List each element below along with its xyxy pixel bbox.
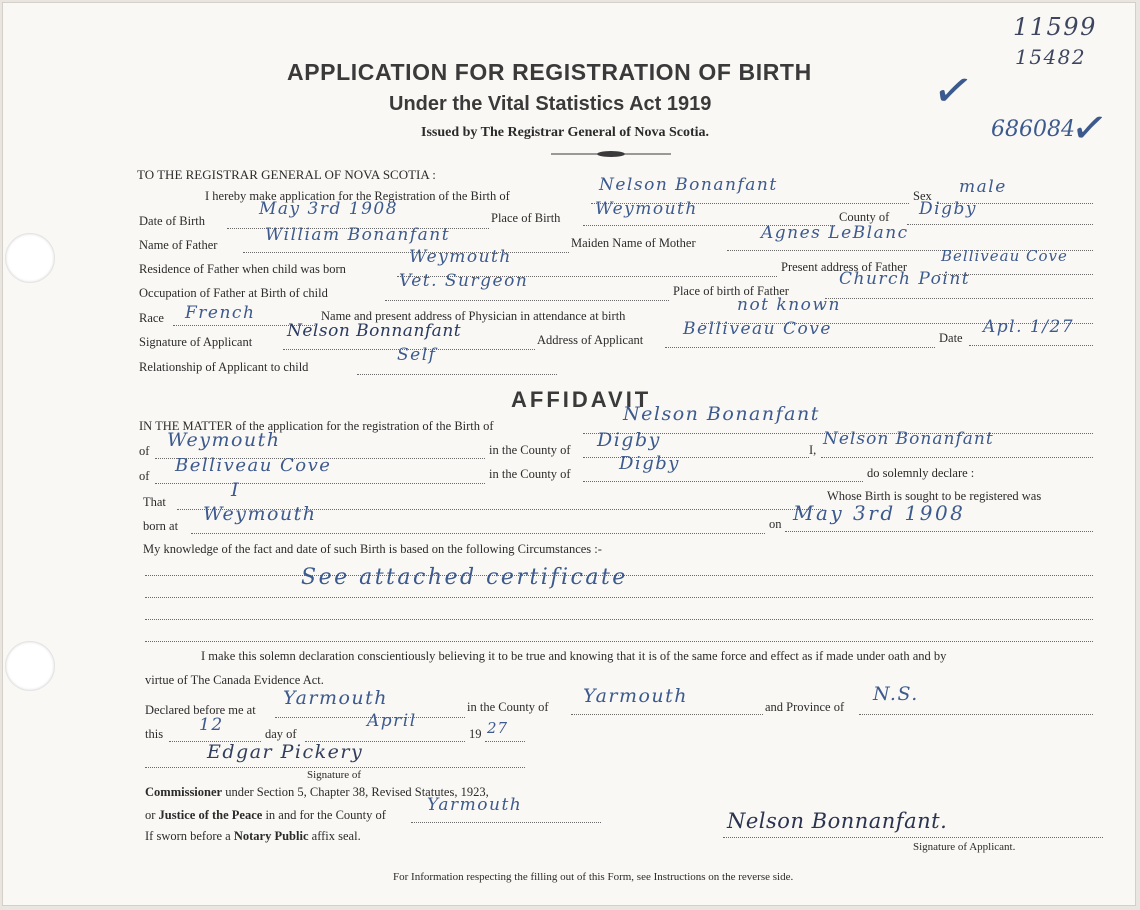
county1-label: in the County of — [489, 443, 571, 457]
applicant-address-label: Address of Applicant — [537, 333, 644, 347]
dotted-line — [243, 252, 569, 253]
sworn-suffix: affix seal. — [311, 829, 361, 843]
county-value: Digby — [919, 199, 977, 219]
county1-value: Digby — [597, 429, 661, 451]
signature-of-label: Signature of — [307, 769, 362, 781]
i-label: I, — [809, 443, 817, 457]
justice-line — [145, 808, 386, 823]
sex-label: Sex — [913, 189, 932, 203]
residence-label: Residence of Father when child was born — [139, 262, 346, 276]
of2-label: of — [139, 469, 150, 483]
present-address-value: Belliveau Cove — [941, 247, 1068, 265]
dotted-line — [145, 619, 1093, 620]
declared-value: Yarmouth — [283, 687, 389, 709]
place-of-birth-value: Weymouth — [595, 199, 698, 219]
dotted-line — [145, 767, 525, 768]
of1-value: Weymouth — [167, 429, 281, 451]
to-registrar-heading: TO THE REGISTRAR GENERAL OF NOVA SCOTIA : — [137, 167, 436, 182]
mother-label: Maiden Name of Mother — [571, 236, 696, 250]
dotted-line — [191, 533, 765, 534]
father-birthplace-label: Place of birth of Father — [673, 284, 789, 298]
whose-birth-label: Whose Birth is sought to be registered was — [827, 489, 1042, 503]
checkmark-icon: ✓ — [1067, 100, 1112, 157]
or-label: or — [145, 808, 156, 822]
applicant-signature-label: Signature of Applicant. — [913, 841, 1016, 853]
dotted-line — [969, 345, 1093, 346]
circumstances-value: See attached certificate — [301, 565, 628, 590]
sworn-prefix: If sworn before a — [145, 829, 231, 843]
reference-number: 686084 — [991, 117, 1075, 142]
dotted-line — [155, 483, 485, 484]
punch-hole-top — [5, 233, 55, 283]
dotted-line — [385, 300, 669, 301]
child-name-value: Nelson Bonanfant — [599, 175, 778, 195]
dotted-line — [723, 837, 1103, 838]
dotted-line — [825, 298, 1093, 299]
occupation-value: Vet. Surgeon — [399, 271, 529, 291]
form-subtitle: Under the Vital Statistics Act 1919 — [389, 93, 712, 115]
father-label: Name of Father — [139, 238, 218, 252]
year-prefix: 19 — [469, 727, 482, 741]
declare-label: do solemnly declare : — [867, 466, 975, 480]
applicant-signature: Nelson Bonnanfant. — [727, 809, 948, 833]
dotted-line — [583, 457, 809, 458]
justice-label: Justice of the Peace — [158, 808, 263, 822]
that-label: That — [143, 495, 166, 509]
occupation-label: Occupation of Father at Birth of child — [139, 286, 328, 300]
county3-value: Yarmouth — [583, 685, 689, 707]
county2-label: in the County of — [489, 467, 571, 481]
dotted-line — [145, 597, 1093, 598]
matter-label: IN THE MATTER of the application for the registration of the Birth of — [139, 419, 494, 433]
applicant-address-value: Belliveau Cove — [683, 319, 832, 339]
issued-by: Issued by The Registrar General of Nova Scotia. — [421, 125, 710, 140]
date-value: Apl. 1/27 — [983, 317, 1075, 337]
footer-note: For Information respecting the filling out of this Form, see Instructions on the reverse side. — [393, 871, 794, 883]
dotted-line — [571, 714, 763, 715]
day-label: day of — [265, 727, 297, 741]
province-value: N.S. — [873, 683, 919, 705]
race-label: Race — [139, 311, 164, 325]
of2-value: Belliveau Cove — [175, 455, 332, 476]
county3-label: in the County of — [467, 700, 549, 714]
race-value: French — [185, 303, 256, 323]
corner-number-top: 11599 — [1013, 13, 1097, 41]
applicant-signature-value: Nelson Bonnanfant — [287, 321, 462, 341]
checkmark-icon: ✓ — [928, 59, 978, 123]
knowledge-label: My knowledge of the fact and date of such Birth is based on the following Circumstances :- — [143, 542, 602, 556]
corner-number-bottom: 15482 — [1015, 45, 1087, 69]
dotted-line — [583, 481, 863, 482]
present-address-label: Present address of Father — [781, 260, 908, 274]
residence-value: Weymouth — [409, 247, 512, 267]
commissioner-signature: Edgar Pickery — [207, 741, 364, 763]
punch-hole-bottom — [5, 641, 55, 691]
dotted-line — [357, 374, 557, 375]
father-value: William Bonanfant — [265, 225, 451, 245]
relationship-value: Self — [397, 345, 437, 365]
notary-line — [145, 829, 361, 844]
dotted-line — [821, 457, 1093, 458]
birth-registration-form — [2, 2, 1136, 906]
dob-label: Date of Birth — [139, 214, 205, 228]
physician-value: not known — [737, 295, 841, 315]
commissioner-text: under Section 5, Chapter 38, Revised Statutes, 1923, — [225, 785, 489, 799]
justice-county-value: Yarmouth — [427, 795, 523, 815]
of1-label: of — [139, 444, 150, 458]
intro-label: I hereby make application for the Registration of the Birth of — [205, 189, 510, 203]
physician-label: Name and present address of Physician in attendance at birth — [321, 309, 626, 323]
notary-label: Notary Public — [233, 829, 309, 843]
month-value: April — [367, 711, 417, 731]
dotted-line — [665, 347, 935, 348]
ornament-divider — [551, 149, 671, 159]
province-label: and Province of — [765, 700, 845, 714]
affidavit-title: AFFIDAVIT — [511, 387, 652, 412]
date-label: Date — [939, 331, 963, 345]
dotted-line — [485, 741, 525, 742]
year-value: 27 — [487, 719, 509, 737]
mother-value: Agnes LeBlanc — [761, 223, 909, 243]
dotted-line — [411, 822, 601, 823]
declaration-line-2: virtue of The Canada Evidence Act. — [145, 673, 324, 687]
dotted-line — [907, 224, 1093, 225]
commissioner-label: Commissioner — [145, 785, 223, 799]
that-value: I — [231, 479, 241, 501]
on-label: on — [769, 517, 782, 531]
father-birthplace-value: Church Point — [839, 269, 971, 289]
day-value: 12 — [199, 715, 224, 735]
declared-label: Declared before me at — [145, 703, 256, 717]
dotted-line — [859, 714, 1093, 715]
sex-value: male — [959, 177, 1007, 197]
county2-value: Digby — [619, 453, 680, 474]
declaration-line-1: I make this solemn declaration conscientiously believing it to be true and knowing that it is of the same force and effect as if made under oath and by — [201, 649, 947, 663]
signature-label: Signature of Applicant — [139, 335, 253, 349]
i-value: Nelson Bonanfant — [823, 429, 994, 449]
dotted-line — [785, 531, 1093, 532]
form-title: APPLICATION FOR REGISTRATION OF BIRTH — [287, 59, 812, 85]
dob-value: May 3rd 1908 — [259, 199, 399, 219]
justice-text: in and for the County of — [265, 808, 386, 822]
place-of-birth-label: Place of Birth — [491, 211, 561, 225]
on-value: May 3rd 1908 — [793, 501, 966, 525]
born-at-label: born at — [143, 519, 179, 533]
dotted-line — [145, 641, 1093, 642]
matter-value: Nelson Bonanfant — [623, 403, 820, 425]
relationship-label: Relationship of Applicant to child — [139, 360, 309, 374]
born-at-value: Weymouth — [203, 503, 317, 525]
this-label: this — [145, 727, 164, 741]
county-label: County of — [839, 210, 890, 224]
